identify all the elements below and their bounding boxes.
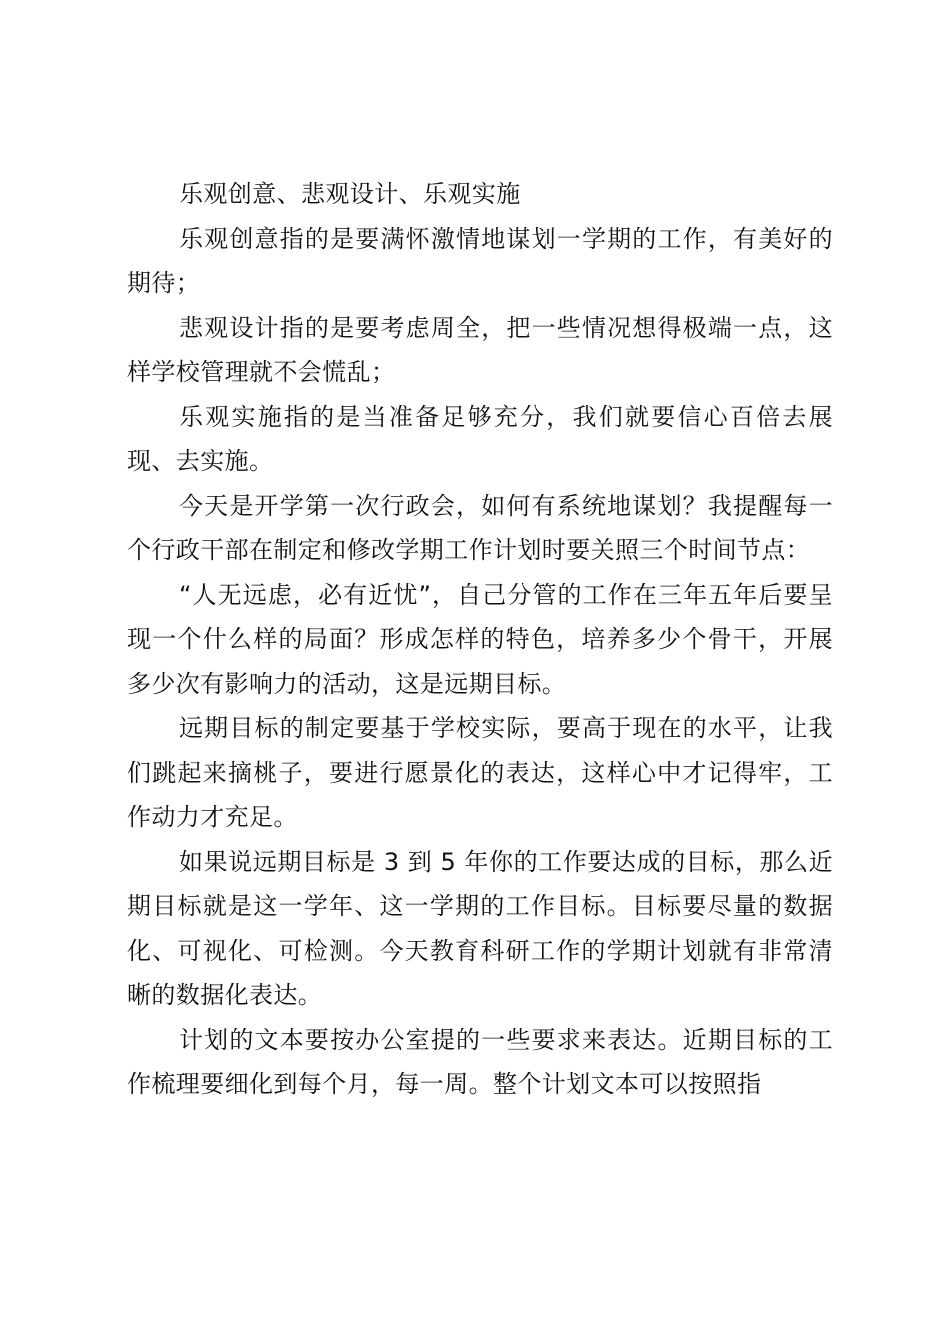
paragraph-long-term-quote: “人无远虑，必有近忧”，自己分管的工作在三年五年后要呈现一个什么样的局面？形成怎样的特色，培养多少个骨干，开展多少次有影响力的活动，这是远期目标。 [127, 580, 833, 698]
paragraph-heading: 乐观创意、悲观设计、乐观实施 [179, 180, 521, 208]
paragraph-optimistic-implementation: 乐观实施指的是当准备足够充分，我们就要信心百倍去展现、去实施。 [127, 402, 833, 475]
paragraph-optimistic-creativity: 乐观创意指的是要满怀激情地谋划一学期的工作，有美好的期待； [127, 224, 833, 297]
paragraph-first-meeting: 今天是开学第一次行政会，如何有系统地谋划？我提醒每一个行政干部在制定和修改学期工作计划时要关照三个时间节点： [127, 491, 833, 564]
paragraph-pessimistic-design: 悲观设计指的是要考虑周全，把一些情况想得极端一点，这样学校管理就不会慌乱； [127, 313, 833, 386]
paragraph-long-term-goal: 远期目标的制定要基于学校实际，要高于现在的水平，让我们跳起来摘桃子，要进行愿景化的表达，这样心中才记得牢，工作动力才充足。 [127, 714, 833, 831]
paragraph-plan-text: 计划的文本要按办公室提的一些要求来表达。近期目标的工作梳理要细化到每个月，每一周。整个计划文本可以按照指 [127, 1025, 833, 1098]
document-body [127, 172, 833, 1107]
paragraph-short-term-goal: 如果说远期目标是 3 到 5 年你的工作要达成的目标，那么近期目标就是这一学年、这一学期的工作目标。目标要尽量的数据化、可视化、可检测。今天教育科研工作的学期计划就有非常清晰的数据化表达。 [127, 847, 833, 1009]
